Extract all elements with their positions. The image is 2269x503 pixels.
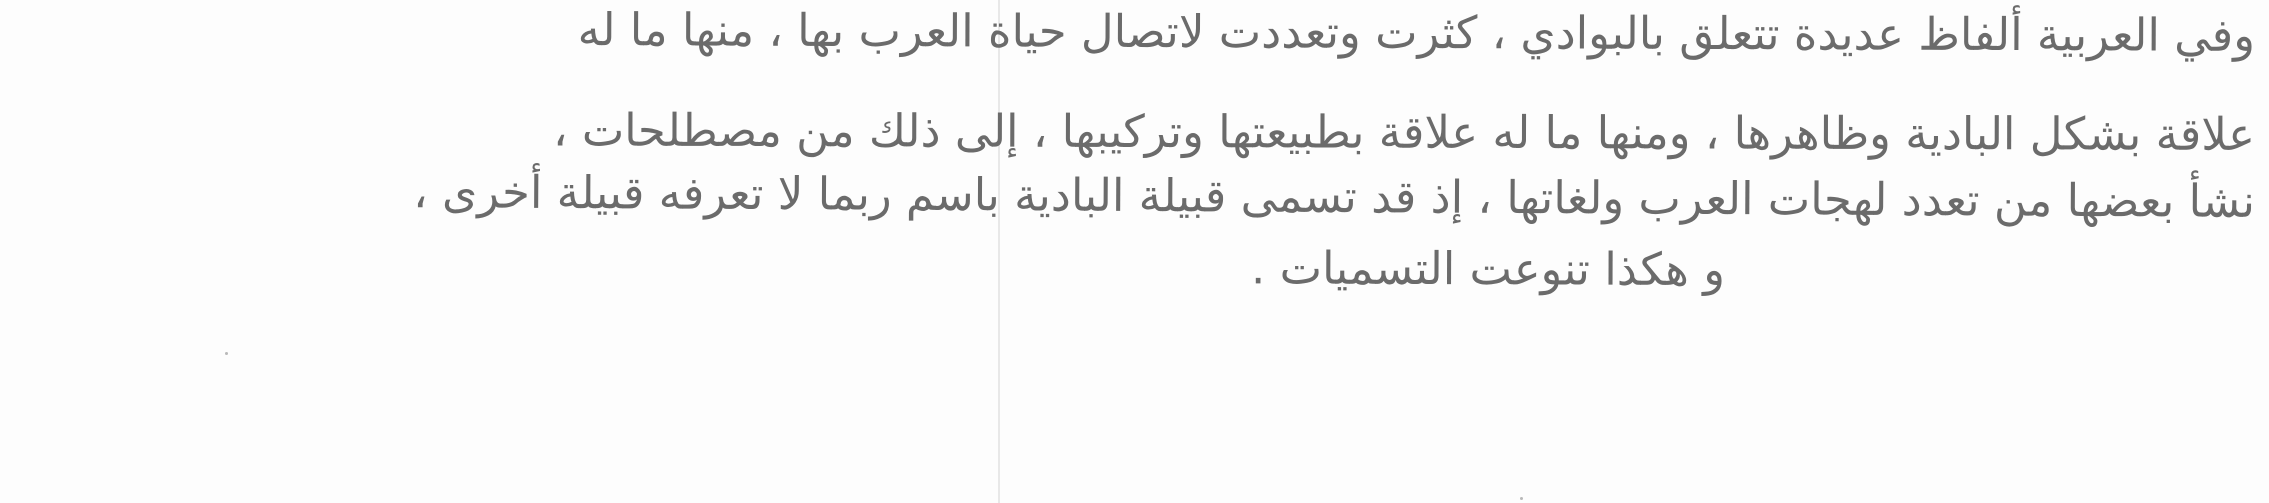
text-line-3: نشأ بعضها من تعدد لهجات العرب ولغاتها ، إذ قد تسمى قبيلة البادية باسم ربما لا تعرفه قبيلة أخرى ، (413, 165, 2256, 228)
text-line-1: وفي العربية ألفاظ عديدة تتعلق بالبوادي ، كثرت وتعددت لاتصال حياة العرب بها ، منها ما له (577, 3, 2256, 62)
handwritten-text-block (15, 2, 2255, 298)
paper-speck (225, 352, 228, 355)
text-line-4: و هكذا تنوعت التسميات . (1250, 241, 1726, 297)
text-line-2: علاقة بشكل البادية وظاهرها ، ومنها ما له علاقة بطبيعتها وتركيبها ، إلى ذلك من مصطلحات ، (552, 103, 2256, 161)
paper-speck (1520, 497, 1523, 500)
